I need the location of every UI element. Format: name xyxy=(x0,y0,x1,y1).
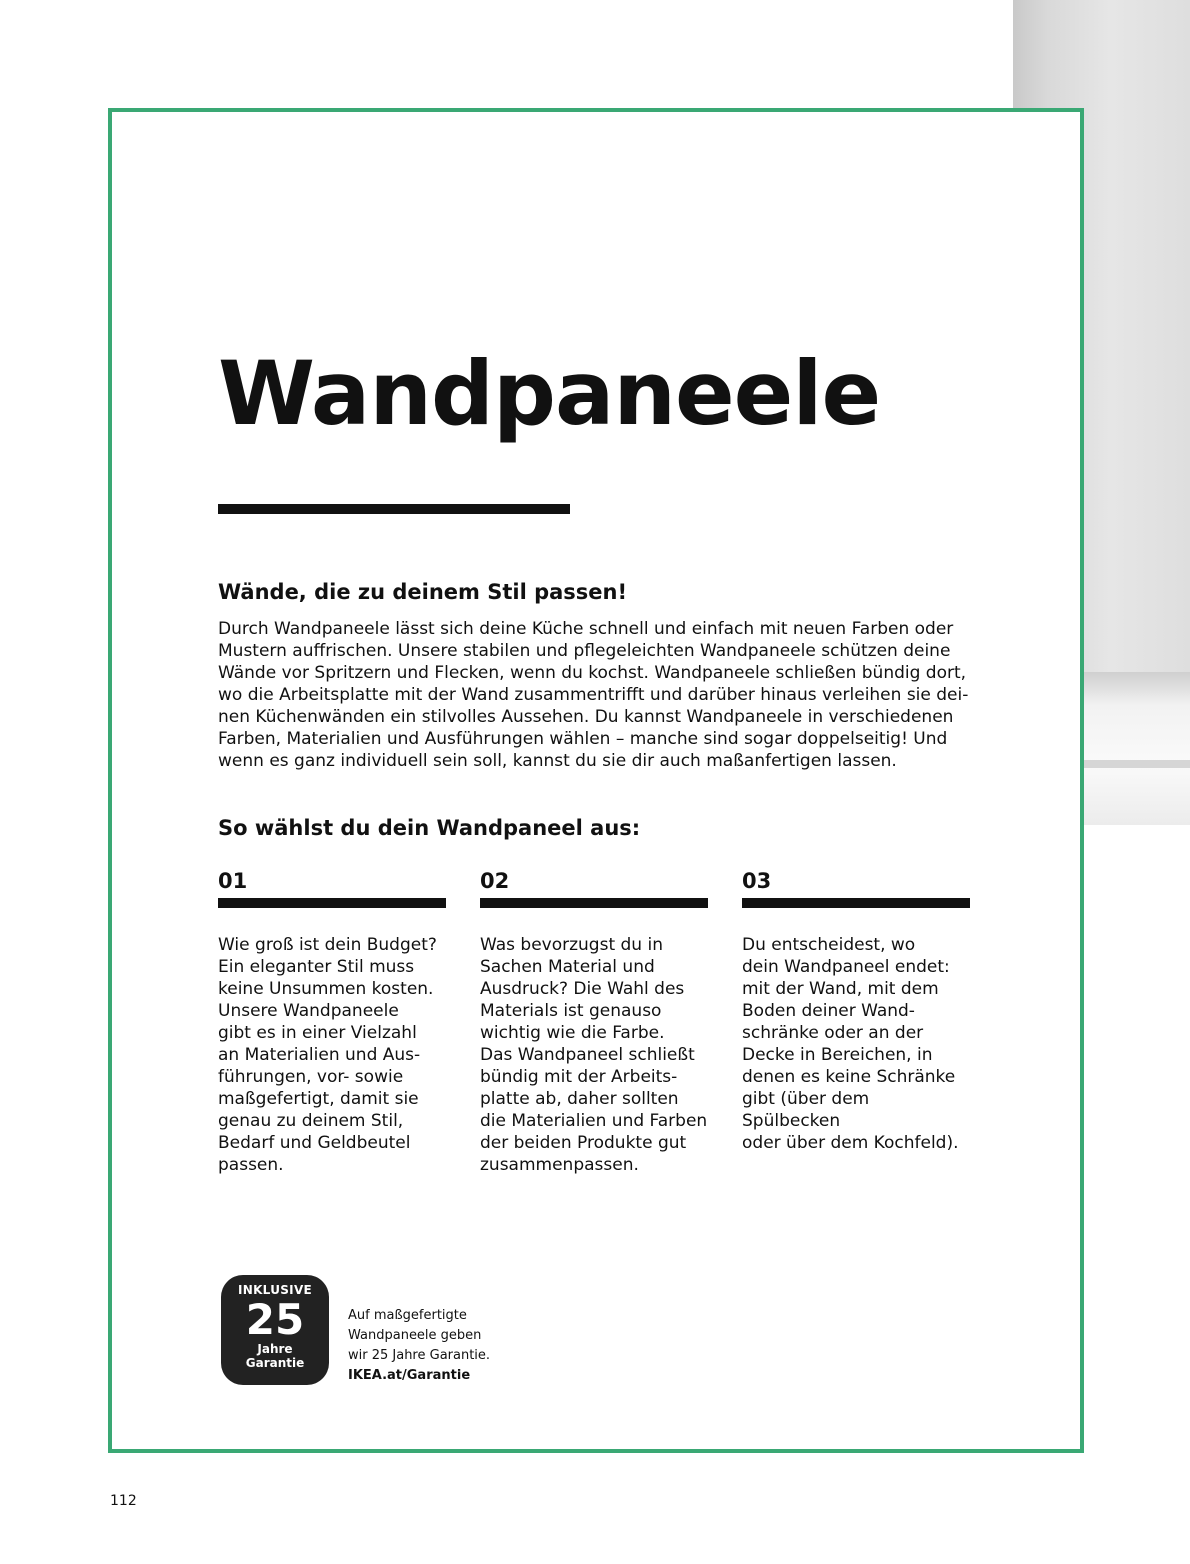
intro-paragraph: Durch Wandpaneele lässt sich deine Küche schnell und einfach mit neuen Farben oder Mustern auffrischen. Unsere stabilen und pflegeleichten Wandpaneele schützen deine Wände vor Spritzern und Flecken, wenn du kochst. Wandpaneele schließen bündig dort, wo die Arbeitsplatte mit der Wand zusammentrifft und darüber hinaus verleihen sie dei-nen Küchenwänden ein stilvolles Aussehen. Du kannst Wandpaneele in verschiedenen Farben, Materialien und Ausführungen wählen – manche sind sogar doppelseitig! Und wenn es ganz individuell sein soll, kannst du sie dir auch maßanfertigen lassen. xyxy=(218,619,969,771)
badge-years: 25 xyxy=(245,1295,305,1344)
step-number: 02 xyxy=(480,869,510,893)
kitchen-photo-shelf-edge xyxy=(1081,760,1190,768)
kitchen-photo-shelf xyxy=(1081,672,1190,825)
step-rule xyxy=(480,898,708,908)
warranty-badge xyxy=(221,1275,329,1385)
step-rule xyxy=(218,898,446,908)
step-2 xyxy=(480,868,708,1176)
badge-line-1: Jahre xyxy=(257,1342,293,1356)
page-number: 112 xyxy=(110,1493,137,1509)
step-text: Du entscheidest, wo dein Wandpaneel endet: mit der Wand, mit dem Boden deiner Wand- schränke oder an der Decke in Bereichen, in denen es keine Schränke gibt (über dem Spülbecken oder über dem Kochfeld). xyxy=(742,935,959,1153)
title-underline xyxy=(218,504,570,514)
badge-label: INKLUSIVE xyxy=(237,1283,313,1297)
badge-line-2: Garantie xyxy=(245,1356,305,1370)
step-1 xyxy=(218,868,446,1176)
content-frame xyxy=(108,108,1084,1453)
step-text: Was bevorzugst du in Sachen Material und Ausdruck? Die Wahl des Materials ist genauso wichtig wie die Farbe. Das Wandpaneel schließt bündig mit der Arbeits- platte ab, daher sollten die Materialien und Farben der beiden Produkte gut zusammenpassen. xyxy=(480,935,708,1175)
step-number: 01 xyxy=(218,869,248,893)
step-rule xyxy=(742,898,970,908)
warranty-note xyxy=(348,1306,568,1386)
step-text: Wie groß ist dein Budget? Ein eleganter Stil muss keine Unsummen kosten. Unsere Wandpaneele gibt es in einer Vielzahl an Materialien und Aus- führungen, vor- sowie maßgefertigt, damit sie genau zu deinem Stil, Bedarf und Geldbeutel passen. xyxy=(218,935,437,1175)
step-number: 03 xyxy=(742,869,772,893)
warranty-note-text: Auf maßgefertigte Wandpaneele geben wir 25 Jahre Garantie. xyxy=(348,1308,491,1363)
intro-heading: Wände, die zu deinem Stil passen! xyxy=(218,580,628,604)
page-title: Wandpaneele xyxy=(218,342,881,445)
steps-heading: So wählst du dein Wandpaneel aus: xyxy=(218,816,641,840)
step-3 xyxy=(742,868,970,1154)
warranty-link[interactable]: IKEA.at/Garantie xyxy=(348,1368,471,1383)
